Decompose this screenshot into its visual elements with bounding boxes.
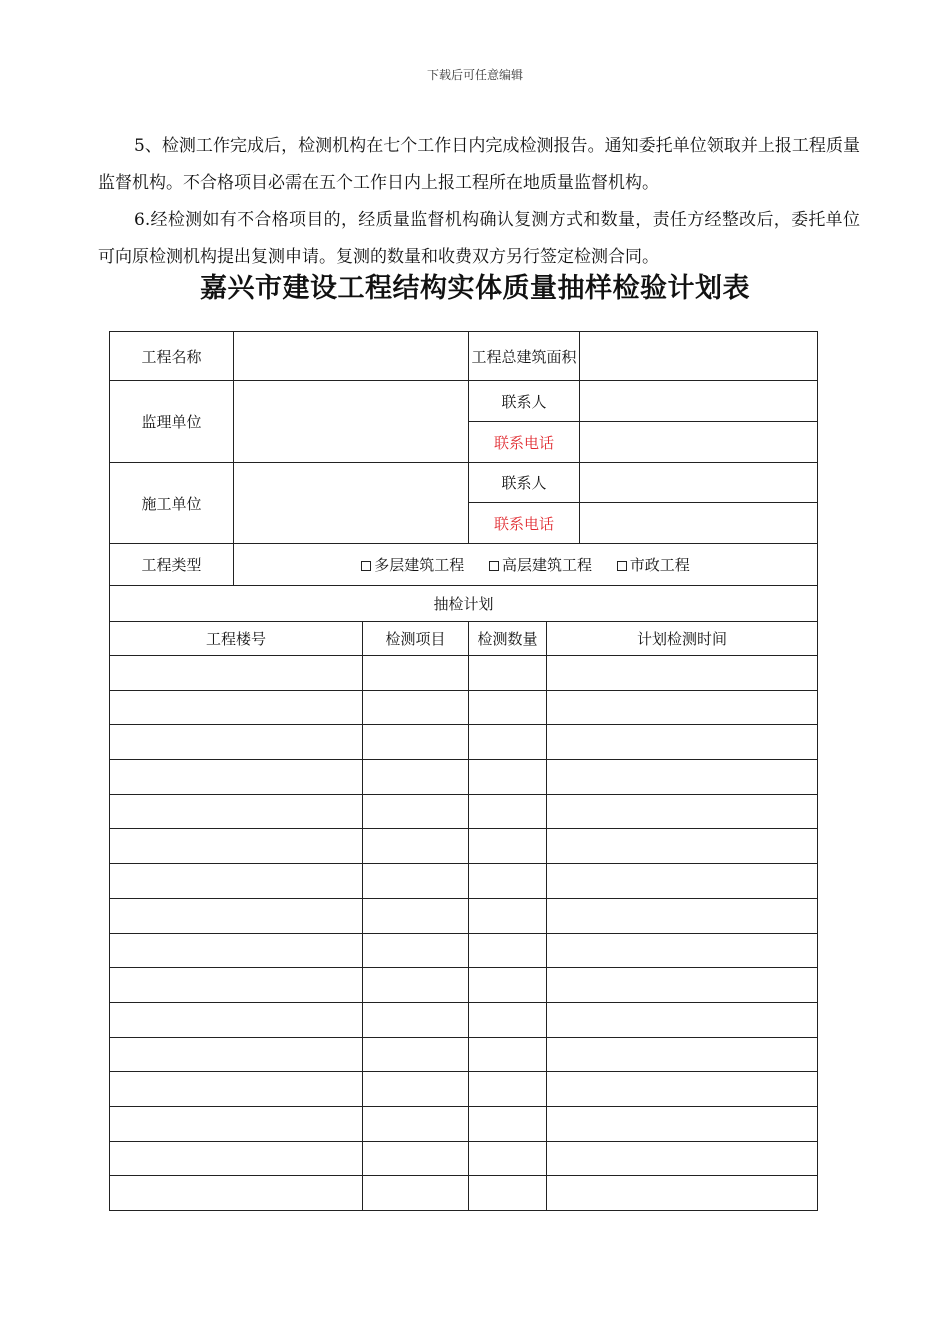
col-header-building-no: 工程楼号 bbox=[110, 622, 363, 656]
cell-test-item[interactable] bbox=[363, 829, 469, 864]
header-note: 下载后可任意编辑 bbox=[426, 68, 523, 82]
cell-building-no[interactable] bbox=[110, 1176, 363, 1211]
plan-row bbox=[110, 864, 818, 899]
project-type-option-label: 多层建筑工程 bbox=[374, 556, 465, 574]
col-header-test-item: 检测项目 bbox=[363, 622, 469, 656]
checkbox-icon[interactable] bbox=[361, 561, 371, 571]
plan-row bbox=[110, 898, 818, 933]
cell-planned-time[interactable] bbox=[547, 864, 818, 899]
plan-row bbox=[110, 1072, 818, 1107]
cell-test-item[interactable] bbox=[363, 656, 469, 691]
project-type-option-label: 市政工程 bbox=[629, 556, 690, 574]
cell-test-item[interactable] bbox=[363, 1176, 469, 1211]
cell-planned-time[interactable] bbox=[547, 1002, 818, 1037]
plan-row bbox=[110, 760, 818, 795]
paragraph-5-text: 5、检测工作完成后，检测机构在七个工作日内完成检测报告。通知委托单位领取并上报工程质量监督机构。不合格项目必需在五个工作日内上报工程所在地质量监督机构。 bbox=[98, 136, 860, 193]
project-name-input[interactable] bbox=[234, 332, 469, 381]
cell-planned-time[interactable] bbox=[547, 1106, 818, 1141]
cell-test-item[interactable] bbox=[363, 690, 469, 725]
plan-row bbox=[110, 933, 818, 968]
cell-test-quantity[interactable] bbox=[469, 690, 547, 725]
cell-test-quantity[interactable] bbox=[469, 829, 547, 864]
contractor-contact-label: 联系人 bbox=[469, 463, 580, 503]
cell-building-no[interactable] bbox=[110, 690, 363, 725]
contractor-phone-input[interactable] bbox=[580, 503, 818, 544]
cell-building-no[interactable] bbox=[110, 1106, 363, 1141]
plan-row bbox=[110, 1037, 818, 1072]
cell-building-no[interactable] bbox=[110, 933, 363, 968]
contractor-row bbox=[110, 463, 818, 503]
contractor-contact-input[interactable] bbox=[580, 463, 818, 503]
supervisor-contact-label: 联系人 bbox=[469, 381, 580, 422]
cell-test-quantity[interactable] bbox=[469, 725, 547, 760]
cell-test-item[interactable] bbox=[363, 1106, 469, 1141]
cell-test-item[interactable] bbox=[363, 864, 469, 899]
cell-test-quantity[interactable] bbox=[469, 968, 547, 1003]
cell-planned-time[interactable] bbox=[547, 656, 818, 691]
project-type-options bbox=[234, 544, 818, 586]
cell-building-no[interactable] bbox=[110, 725, 363, 760]
cell-test-quantity[interactable] bbox=[469, 1002, 547, 1037]
cell-building-no[interactable] bbox=[110, 864, 363, 899]
total-area-label: 工程总建筑面积 bbox=[469, 332, 580, 381]
cell-planned-time[interactable] bbox=[547, 760, 818, 795]
cell-planned-time[interactable] bbox=[547, 898, 818, 933]
checkbox-icon[interactable] bbox=[617, 561, 627, 571]
supervisor-phone-input[interactable] bbox=[580, 422, 818, 463]
cell-test-item[interactable] bbox=[363, 1072, 469, 1107]
plan-row bbox=[110, 656, 818, 691]
cell-planned-time[interactable] bbox=[547, 690, 818, 725]
project-type-option-highrise[interactable] bbox=[489, 556, 592, 574]
page-title: 嘉兴市建设工程结构实体质量抽样检验计划表 bbox=[200, 273, 750, 304]
plan-rows bbox=[110, 656, 818, 1211]
cell-planned-time[interactable] bbox=[547, 968, 818, 1003]
cell-test-quantity[interactable] bbox=[469, 1176, 547, 1211]
project-type-option-multistory[interactable] bbox=[361, 556, 464, 574]
project-type-label: 工程类型 bbox=[110, 544, 234, 586]
cell-test-item[interactable] bbox=[363, 760, 469, 795]
cell-building-no[interactable] bbox=[110, 898, 363, 933]
plan-row bbox=[110, 1141, 818, 1176]
cell-test-item[interactable] bbox=[363, 794, 469, 829]
cell-planned-time[interactable] bbox=[547, 1176, 818, 1211]
contractor-input[interactable] bbox=[234, 463, 469, 544]
plan-form-table bbox=[109, 331, 818, 1211]
checkbox-icon[interactable] bbox=[489, 561, 499, 571]
cell-building-no[interactable] bbox=[110, 829, 363, 864]
supervisor-label: 监理单位 bbox=[110, 381, 234, 463]
cell-test-item[interactable] bbox=[363, 725, 469, 760]
cell-test-quantity[interactable] bbox=[469, 760, 547, 795]
supervisor-row bbox=[110, 381, 818, 422]
project-type-option-label: 高层建筑工程 bbox=[502, 556, 593, 574]
cell-building-no[interactable] bbox=[110, 1037, 363, 1072]
supervisor-phone-label: 联系电话 bbox=[469, 422, 580, 463]
plan-row bbox=[110, 1176, 818, 1211]
cell-test-quantity[interactable] bbox=[469, 1072, 547, 1107]
plan-columns-row bbox=[110, 622, 818, 656]
plan-row bbox=[110, 794, 818, 829]
cell-test-quantity[interactable] bbox=[469, 656, 547, 691]
contractor-phone-label: 联系电话 bbox=[469, 503, 580, 544]
cell-test-item[interactable] bbox=[363, 933, 469, 968]
cell-building-no[interactable] bbox=[110, 760, 363, 795]
cell-planned-time[interactable] bbox=[547, 829, 818, 864]
project-name-label: 工程名称 bbox=[110, 332, 234, 381]
cell-planned-time[interactable] bbox=[547, 725, 818, 760]
cell-test-quantity[interactable] bbox=[469, 1106, 547, 1141]
plan-row bbox=[110, 1106, 818, 1141]
plan-row bbox=[110, 829, 818, 864]
plan-row bbox=[110, 1002, 818, 1037]
col-header-test-quantity: 检测数量 bbox=[469, 622, 547, 656]
cell-test-quantity[interactable] bbox=[469, 1141, 547, 1176]
cell-test-quantity[interactable] bbox=[469, 794, 547, 829]
plan-row bbox=[110, 725, 818, 760]
plan-row bbox=[110, 968, 818, 1003]
paragraph-6-text: 6.经检测如有不合格项目的，经质量监督机构确认复测方式和数量，责任方经整改后，委托单位可向原检测机构提出复测申请。复测的数量和收费双方另行签定检测合同。 bbox=[98, 210, 860, 267]
plan-section-label: 抽检计划 bbox=[110, 586, 818, 622]
supervisor-input[interactable] bbox=[234, 381, 469, 463]
cell-planned-time[interactable] bbox=[547, 1072, 818, 1107]
cell-planned-time[interactable] bbox=[547, 794, 818, 829]
cell-building-no[interactable] bbox=[110, 968, 363, 1003]
cell-test-quantity[interactable] bbox=[469, 864, 547, 899]
cell-test-item[interactable] bbox=[363, 1141, 469, 1176]
cell-building-no[interactable] bbox=[110, 1141, 363, 1176]
cell-building-no[interactable] bbox=[110, 656, 363, 691]
col-header-planned-time: 计划检测时间 bbox=[547, 622, 818, 656]
cell-test-quantity[interactable] bbox=[469, 1037, 547, 1072]
project-name-row bbox=[110, 332, 818, 381]
contractor-label: 施工单位 bbox=[110, 463, 234, 544]
cell-test-quantity[interactable] bbox=[469, 933, 547, 968]
project-type-row bbox=[110, 544, 818, 586]
cell-test-item[interactable] bbox=[363, 898, 469, 933]
paragraph-5 bbox=[98, 128, 860, 202]
cell-test-item[interactable] bbox=[363, 968, 469, 1003]
cell-test-item[interactable] bbox=[363, 1002, 469, 1037]
cell-planned-time[interactable] bbox=[547, 1037, 818, 1072]
paragraph-6 bbox=[98, 202, 860, 276]
cell-test-item[interactable] bbox=[363, 1037, 469, 1072]
cell-test-quantity[interactable] bbox=[469, 898, 547, 933]
cell-planned-time[interactable] bbox=[547, 933, 818, 968]
plan-row bbox=[110, 690, 818, 725]
cell-building-no[interactable] bbox=[110, 794, 363, 829]
project-type-option-municipal[interactable] bbox=[617, 556, 690, 574]
supervisor-contact-input[interactable] bbox=[580, 381, 818, 422]
cell-building-no[interactable] bbox=[110, 1002, 363, 1037]
total-area-input[interactable] bbox=[580, 332, 818, 381]
cell-planned-time[interactable] bbox=[547, 1141, 818, 1176]
plan-header-row bbox=[110, 586, 818, 622]
cell-building-no[interactable] bbox=[110, 1072, 363, 1107]
